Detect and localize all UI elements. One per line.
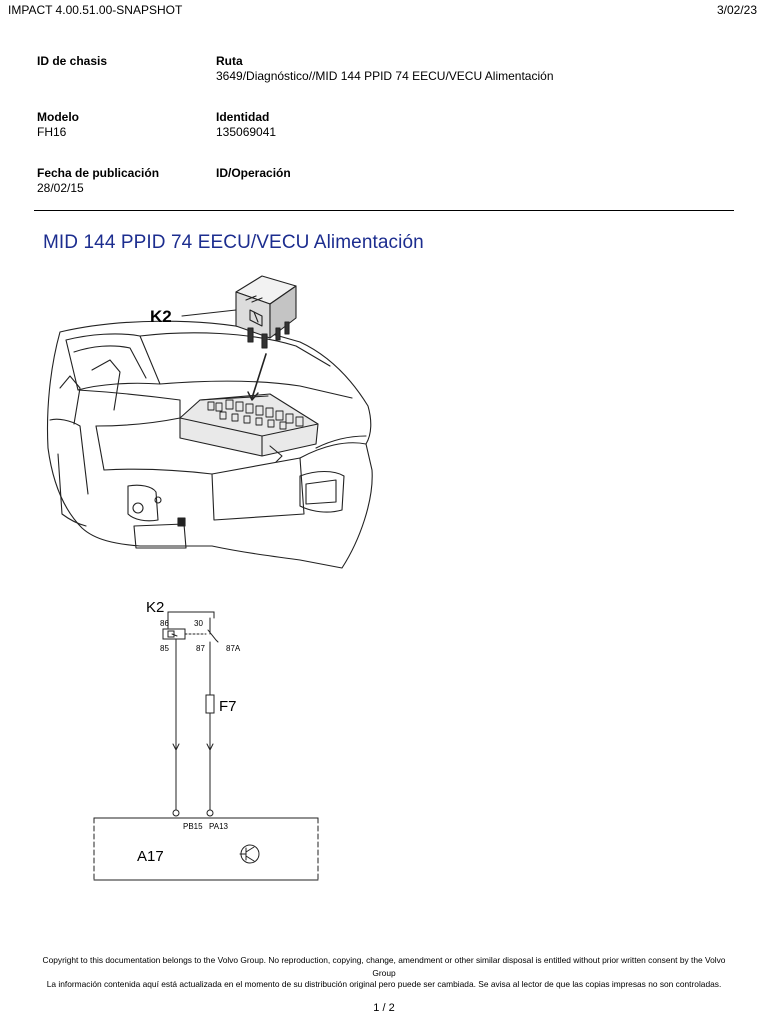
- pin-87-label: 87: [196, 644, 205, 653]
- chassis-label: ID de chasis: [37, 54, 108, 68]
- unit-a17-label: A17: [137, 848, 164, 865]
- operation-label: ID/Operación: [216, 166, 291, 180]
- fuse-f7-label: F7: [219, 698, 237, 715]
- pin-87a-label: 87A: [226, 644, 241, 653]
- pubdate-label: Fecha de publicación: [37, 166, 160, 180]
- model-label: Modelo: [37, 110, 79, 124]
- pubdate-value: 28/02/15: [37, 181, 84, 195]
- page-number: 1 / 2: [373, 1002, 395, 1014]
- schematic-k2-label: K2: [146, 599, 165, 616]
- page-title: MID 144 PPID 74 EECU/VECU Alimentación: [43, 232, 424, 253]
- route-value: 3649/Diagnóstico//MID 144 PPID 74 EECU/VECU Alimentación: [216, 69, 554, 83]
- copyright-notice: Copyright to this documentation belongs to the Volvo Group. No reproduction, copying, change, amendment or other similar disposal is entitled without prior written consent by the Volvo Group: [42, 955, 726, 978]
- wiring-schematic: [0, 590, 768, 890]
- model-value: FH16: [37, 125, 67, 139]
- pin-85-label: 85: [160, 644, 169, 653]
- distribution-notice: La información contenida aquí está actualizada en el momento de su distribución original pero puede ser cambiada. Se avisa al lector de que las copias impresas no son controladas.: [46, 979, 722, 989]
- identity-value: 135069041: [216, 125, 277, 139]
- pin-86-label: 86: [160, 619, 169, 628]
- identity-label: Identidad: [216, 110, 270, 124]
- illustration-k2-label: K2: [150, 307, 172, 326]
- pin-30-label: 30: [194, 619, 203, 628]
- route-label: Ruta: [216, 54, 243, 68]
- pin-pa13-label: PA13: [209, 822, 228, 831]
- print-date: 3/02/23: [716, 3, 757, 17]
- pin-pb15-label: PB15: [183, 822, 203, 831]
- app-version: IMPACT 4.00.51.00-SNAPSHOT: [8, 3, 183, 17]
